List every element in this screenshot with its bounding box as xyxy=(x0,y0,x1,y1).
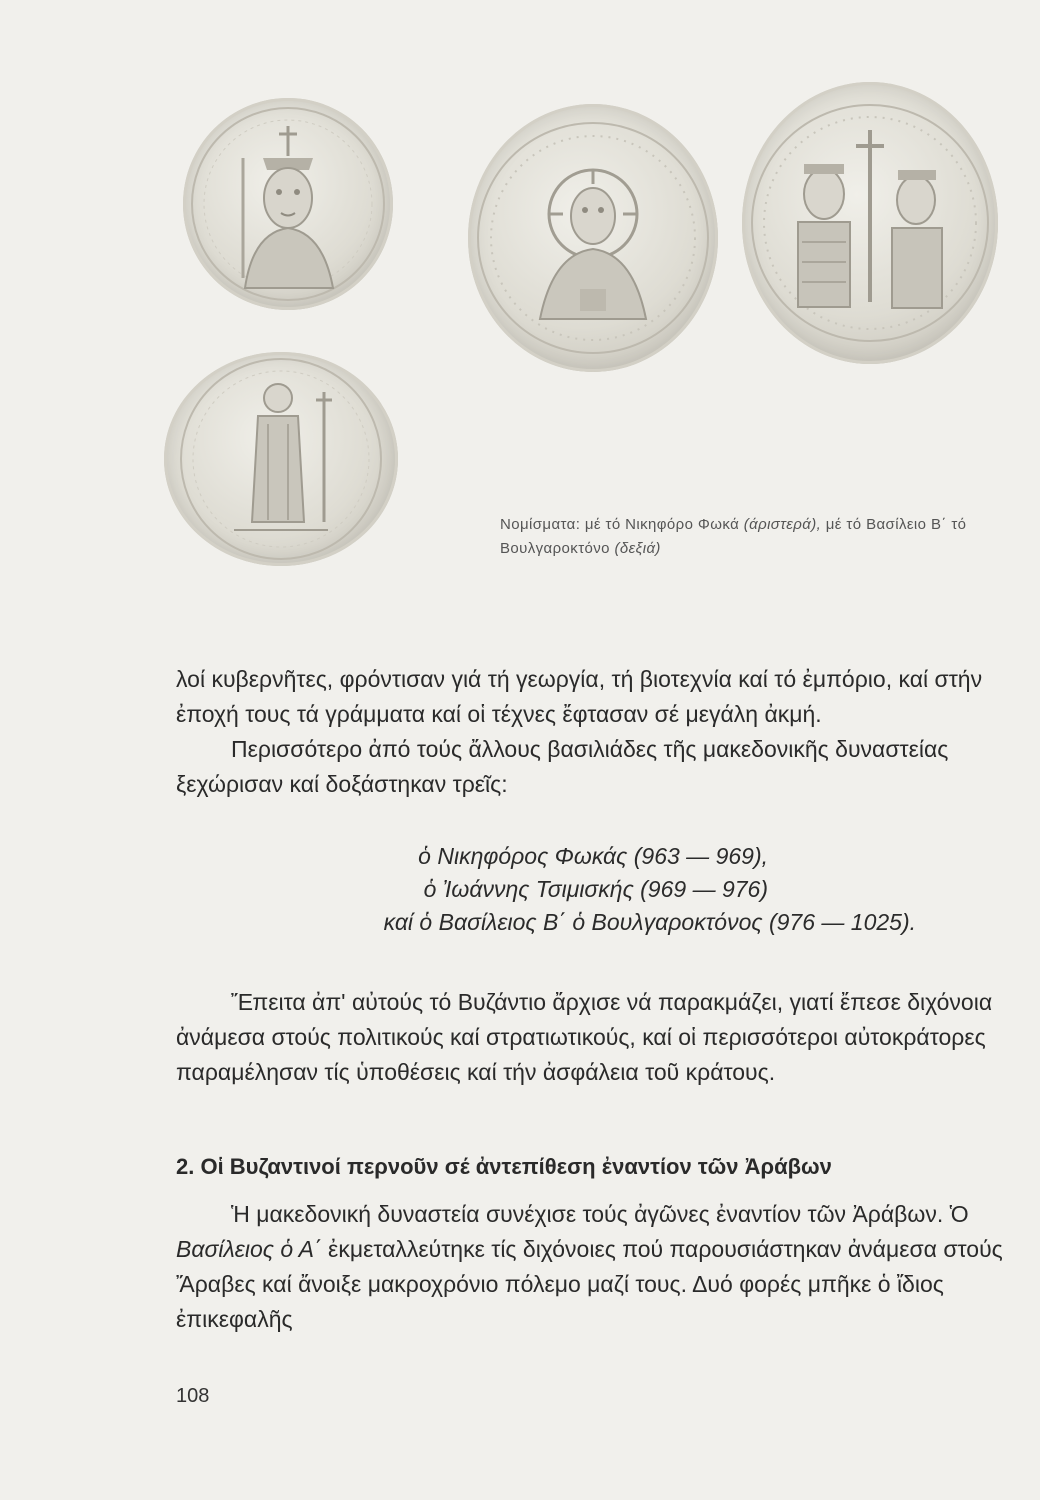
text-block-decline xyxy=(176,985,1016,1090)
paragraph-2: Περισσότερο ἀπό τούς ἄλλους βασιλιάδες τῆς μακεδονικῆς δυναστείας ξεχώρισαν καί δοξάστηκαν τρεῖς: xyxy=(176,736,949,797)
paragraph-4-end: ἐκμεταλλεύτηκε τίς διχόνοιες πού παρουσιάστηκαν ἀνάμεσα στούς Ἄραβες καί ἄνοιξε μακροχρόνιο πόλεμο μαζί τους. Δυό φορές μπῆκε ὁ ἴδιος ἐπικεφαλῆς xyxy=(176,1236,1003,1332)
ruler-line: ὁ Ἰωάννης Τσιμισκής (969 — 976) xyxy=(423,876,768,902)
figure-caption xyxy=(500,513,1020,561)
coin-two-emperors-icon xyxy=(742,82,998,364)
coin-emperor-icon xyxy=(183,98,393,310)
text-block-intro xyxy=(176,662,1016,802)
ruler-line: ὁ Νικηφόρος Φωκάς (963 — 969), xyxy=(418,843,768,869)
paragraph-4 xyxy=(176,1197,1016,1337)
page-number: 108 xyxy=(176,1385,210,1407)
paragraph-1: λοί κυβερνῆτες, φρόντισαν γιά τή γεωργία, τή βιοτεχνία καί τό ἐμπόριο, καί στήν ἐποχή τους τά γράμματα καί οἱ τέχνες ἔφτασαν σέ μεγάλη ἀκμή. xyxy=(176,666,983,727)
paragraph-4-start: Ἡ μακεδονική δυναστεία συνέχισε τούς ἀγῶνες ἐναντίον τῶν Ἀράβων. Ὁ xyxy=(231,1201,969,1227)
caption-middle: μέ τό Βασίλειο Β΄ τό Βουλγαροκτόνο xyxy=(500,516,967,557)
text-block-arabs xyxy=(176,1197,1016,1337)
paragraph-3: Ἔπειτα ἀπ' αὐτούς τό Βυζάντιο ἄρχισε νά παρακμάζει, γιατί ἔπεσε διχόνοια ἀνάμεσα στούς πολιτικούς καί στρατιωτικούς, καί οἱ περισσότεροι αὐτοκράτορες παραμέλησαν τίς ὑποθέσεις καί τήν ἀσφάλεια τοῦ κράτους. xyxy=(176,989,993,1085)
coin-christ-icon xyxy=(468,104,718,372)
ruler-line: καί ὁ Βασίλειος Β΄ ὁ Βουλγαροκτόνος (976 — 1025). xyxy=(383,909,916,935)
caption-right-note: (δεξιά) xyxy=(614,540,661,557)
paragraph-4-emphasis: Βασίλειος ὁ Α΄ xyxy=(176,1236,322,1262)
rulers-list xyxy=(176,840,936,939)
section-heading: 2. Οἱ Βυζαντινοί περνοῦν σέ ἀντεπίθεση ἐναντίον τῶν Ἀράβων xyxy=(176,1154,832,1179)
coin-standing-figure-icon xyxy=(164,352,398,566)
caption-prefix: Νομίσματα: μέ τό Νικηφόρο Φωκά xyxy=(500,516,744,533)
caption-left-note: (άριστερά), xyxy=(743,516,822,533)
